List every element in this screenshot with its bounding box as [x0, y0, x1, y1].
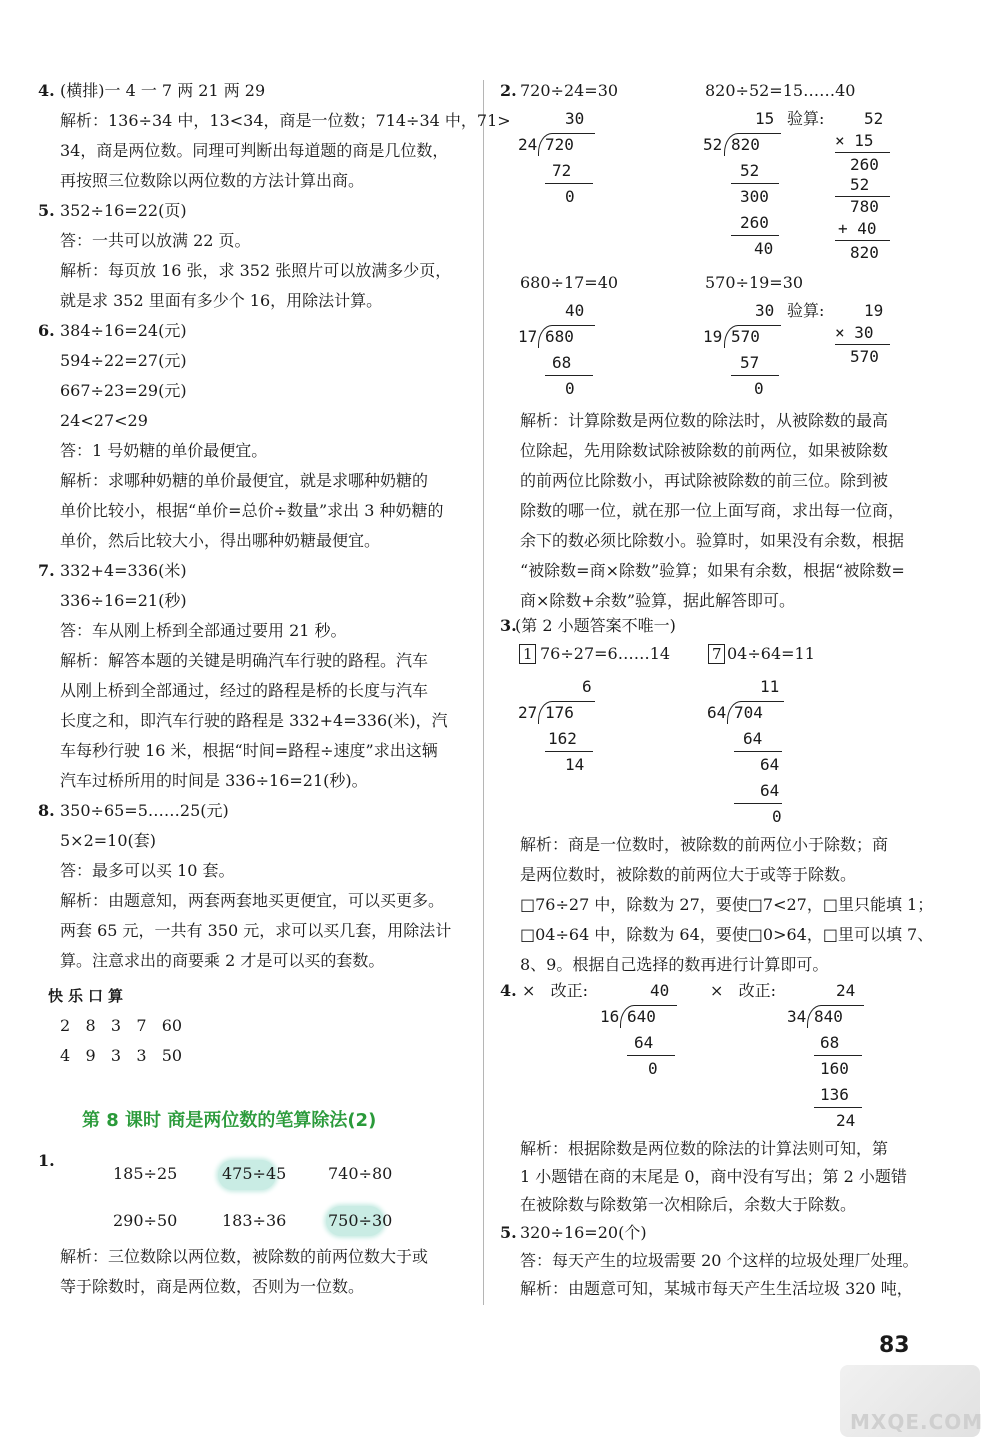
rule-line: [835, 152, 890, 153]
dividend: 680: [545, 327, 574, 346]
rule-line: [627, 1055, 675, 1056]
factor: × 30: [835, 323, 874, 342]
partial-product: 68: [820, 1033, 840, 1052]
analysis-line: 就是求 352 里面有多少个 16，用除法计算。: [60, 291, 383, 310]
equation: 04÷64=11: [727, 644, 815, 663]
answer-line: 594÷22=27(元): [60, 351, 187, 370]
watermark-text: MXQE.COM: [850, 1410, 984, 1434]
answer-line: 答：每天产生的垃圾需要 20 个这样的垃圾处理厂处理。: [520, 1251, 919, 1270]
divisor: 64: [707, 703, 727, 722]
divisor: 16: [600, 1007, 620, 1026]
divisor: 52: [703, 135, 723, 154]
factor: 52: [864, 109, 884, 128]
rule-line: [545, 751, 593, 752]
rule-line: [835, 344, 890, 345]
analysis-line: 算。注意求出的商要乘 2 才是可以买的套数。: [60, 951, 385, 970]
answer-line: (横排)一 4 一 7 两 21 两 29: [60, 81, 266, 100]
question-number: 7.: [38, 561, 55, 580]
partial-product: 64: [743, 729, 763, 748]
analysis-line: 单价比较小，根据“单价=总价÷数量”求出 3 种奶糖的: [60, 501, 444, 520]
section-title: 快乐口算: [48, 987, 129, 1005]
analysis-line: 单价，然后比较大小，得出哪种奶糖最便宜。: [60, 531, 381, 550]
analysis-line: 位除起，先用除数试除被除数的前两位，如果被除数: [520, 441, 889, 460]
answer-row: 2 8 3 7 60: [60, 1016, 183, 1035]
analysis-line: 汽车过桥所用的时间是 336÷16=21(秒)。: [60, 771, 368, 790]
answer-line: 352÷16=22(页): [60, 201, 187, 220]
quotient: 11: [760, 677, 780, 696]
question-number: 5.: [38, 201, 55, 220]
remainder: 24: [836, 1111, 856, 1130]
answer-line: 384÷16=24(元): [60, 321, 187, 340]
answer-line: 答：车从刚上桥到全部通过要用 21 秒。: [60, 621, 347, 640]
dividend: 176: [545, 703, 574, 722]
partial-product: 64: [634, 1033, 654, 1052]
check-label: 验算:: [787, 109, 825, 128]
answer-line: 答：一共可以放满 22 页。: [60, 231, 251, 250]
wrong-mark: × 改正:: [522, 981, 589, 1000]
divisor: 24: [518, 135, 538, 154]
analysis-line: 解析：商是一位数时，被除数的前两位小于除数；商: [520, 835, 889, 854]
analysis-line: 解析：计算除数是两位数的除法时，从被除数的最高: [520, 411, 889, 430]
rule-line: [734, 751, 782, 752]
rule-line: [545, 183, 593, 184]
partial-product: 72: [552, 161, 572, 180]
partial-product: 260: [850, 155, 879, 174]
partial-remainder: 160: [820, 1059, 849, 1078]
division-expression: 740÷80: [328, 1164, 393, 1183]
analysis-line: 等于除数时，商是两位数，否则为一位数。: [60, 1277, 365, 1296]
analysis-line: 长度之和，即汽车行驶的路程是 332+4=336(米)，汽: [60, 711, 448, 730]
analysis-line: 两套 65 元，一共有 350 元，求可以买几套，用除法计: [60, 921, 452, 940]
question-number: 1.: [38, 1151, 55, 1170]
quotient: 30: [755, 301, 775, 320]
quotient: 40: [565, 301, 585, 320]
analysis-line: 解析：每页放 16 张，求 352 张照片可以放满多少页，: [60, 261, 452, 280]
analysis-line: □76÷27 中，除数为 27，要使□7<27，□里只能填 1；: [520, 895, 934, 914]
question-number: 2.: [500, 81, 517, 100]
analysis-line: 解析：由题意可知，某城市每天产生生活垃圾 320 吨，: [520, 1279, 913, 1298]
analysis-line: 解析：求哪种奶糖的单价最便宜，就是求哪种奶糖的: [60, 471, 429, 490]
rule-line: [734, 803, 782, 804]
analysis-line: □04÷64 中，除数为 64，要使□0>64，□里可以填 7、: [520, 925, 934, 944]
quotient: 6: [582, 677, 592, 696]
filled-digit: 1: [523, 645, 533, 663]
analysis-line: 商×除数+余数”验算，据此解答即可。: [520, 591, 795, 610]
answer-line: 336÷16=21(秒): [60, 591, 187, 610]
equation: 820÷52=15……40: [705, 81, 856, 100]
remainder: 0: [754, 379, 764, 398]
rule-line: [835, 240, 890, 241]
partial-product: 52: [740, 161, 760, 180]
analysis-line: 34，商是两位数。同理可判断出每道题的商是几位数，: [60, 141, 449, 160]
analysis-line: 车每秒行驶 16 米，根据“时间=路程÷速度”求出这辆: [60, 741, 438, 760]
filled-digit: 7: [712, 645, 722, 663]
partial-remainder: 300: [740, 187, 769, 206]
divisor: 34: [787, 1007, 807, 1026]
remainder: 0: [565, 379, 575, 398]
question-note: (第 2 小题答案不唯一): [515, 616, 676, 635]
answer-line: 答：1 号奶糖的单价最便宜。: [60, 441, 268, 460]
remainder: 0: [772, 807, 782, 826]
division-expression: 475÷45: [222, 1164, 287, 1183]
partial-product: 162: [548, 729, 577, 748]
page-number: 83: [879, 1333, 910, 1358]
answer-line: 350÷65=5……25(元): [60, 801, 229, 820]
remainder: 14: [565, 755, 585, 774]
analysis-line: 解析：解答本题的关键是明确汽车行驶的路程。汽车: [60, 651, 429, 670]
rule-line: [545, 375, 593, 376]
divisor: 19: [703, 327, 723, 346]
answer-line: 320÷16=20(个): [520, 1223, 647, 1242]
answer-line: 332+4=336(米): [60, 561, 187, 580]
quotient: 15: [755, 109, 775, 128]
analysis-line: 是两位数时，被除数的前两位大于或等于除数。: [520, 865, 857, 884]
analysis-line: 从刚上桥到全部通过，经过的路程是桥的长度与汽车: [60, 681, 429, 700]
rule-line: [814, 1055, 862, 1056]
question-number: 5.: [500, 1223, 517, 1242]
analysis-line: 1 小题错在商的末尾是 0，商中没有写出；第 2 小题错: [520, 1167, 907, 1186]
partial-product: 136: [820, 1085, 849, 1104]
lesson-title: 第 8 课时 商是两位数的笔算除法(2): [82, 1110, 377, 1131]
division-expression: 290÷50: [113, 1211, 178, 1230]
equation: 570÷19=30: [705, 273, 804, 292]
dividend: 840: [814, 1007, 843, 1026]
analysis-line: 8、9。根据自己选择的数再进行计算即可。: [520, 955, 829, 974]
divisor: 27: [518, 703, 538, 722]
division-expression: 750÷30: [328, 1211, 393, 1230]
analysis-line: 的前两位比除数小，再试除被除数的前三位。除到被: [520, 471, 889, 490]
answer-line: 答：最多可以买 10 套。: [60, 861, 235, 880]
partial-product: 57: [740, 353, 760, 372]
analysis-line: 除数的哪一位，就在那一位上面写商，求出每一位商，: [520, 501, 905, 520]
product: 570: [850, 347, 879, 366]
addend: + 40: [838, 219, 877, 238]
column-divider: [483, 80, 484, 1305]
question-number: 4.: [500, 981, 517, 1000]
analysis-line: “被除数=商×除数”验算；如果有余数，根据“被除数=: [520, 561, 905, 580]
dividend: 570: [731, 327, 760, 346]
partial-product: 52: [850, 175, 870, 194]
factor: × 15: [835, 131, 874, 150]
partial-remainder: 64: [760, 755, 780, 774]
question-number: 8.: [38, 801, 55, 820]
analysis-line: 解析：由题意知，两套两套地买更便宜，可以买更多。: [60, 891, 445, 910]
question-number: 6.: [38, 321, 55, 340]
quotient: 40: [650, 981, 670, 1000]
partial-product: 68: [552, 353, 572, 372]
quotient: 30: [565, 109, 585, 128]
equation: 76÷27=6……14: [540, 644, 671, 663]
answer-line: 667÷23=29(元): [60, 381, 187, 400]
partial-product: 260: [740, 213, 769, 232]
remainder: 0: [648, 1059, 658, 1078]
division-expression: 183÷36: [222, 1211, 287, 1230]
equation: 680÷17=40: [520, 273, 619, 292]
factor: 19: [864, 301, 884, 320]
partial-product: 64: [760, 781, 780, 800]
analysis-line: 解析：根据除数是两位数的除法的计算法则可知，第: [520, 1139, 889, 1158]
rule-line: [731, 183, 779, 184]
answer-line: 24<27<29: [60, 411, 148, 430]
answer-row: 4 9 3 3 50: [60, 1046, 183, 1065]
dividend: 704: [734, 703, 763, 722]
question-number: 3.: [500, 616, 517, 635]
dividend: 820: [731, 135, 760, 154]
answer-line: 5×2=10(套): [60, 831, 157, 850]
question-number: 4.: [38, 81, 55, 100]
analysis-line: 解析：三位数除以两位数，被除数的前两位数大于或: [60, 1247, 429, 1266]
product: 780: [850, 197, 879, 216]
rule-line: [731, 235, 779, 236]
wrong-mark: × 改正:: [710, 981, 777, 1000]
remainder: 0: [565, 187, 575, 206]
rule-line: [731, 375, 779, 376]
remainder: 40: [754, 239, 774, 258]
analysis-line: 余下的数必须比除数小。验算时，如果没有余数，根据: [520, 531, 905, 550]
analysis-line: 在被除数与除数第一次相除后，余数大于除数。: [520, 1195, 857, 1214]
analysis-line: 解析：136÷34 中，13<34，商是一位数；714÷34 中，71>: [60, 111, 511, 130]
total: 820: [850, 243, 879, 262]
equation: 720÷24=30: [520, 81, 619, 100]
divisor: 17: [518, 327, 538, 346]
dividend: 640: [627, 1007, 656, 1026]
rule-line: [814, 1107, 862, 1108]
division-expression: 185÷25: [113, 1164, 178, 1183]
analysis-line: 再按照三位数除以两位数的方法计算出商。: [60, 171, 365, 190]
dividend: 720: [545, 135, 574, 154]
quotient: 24: [836, 981, 856, 1000]
check-label: 验算:: [787, 301, 825, 320]
